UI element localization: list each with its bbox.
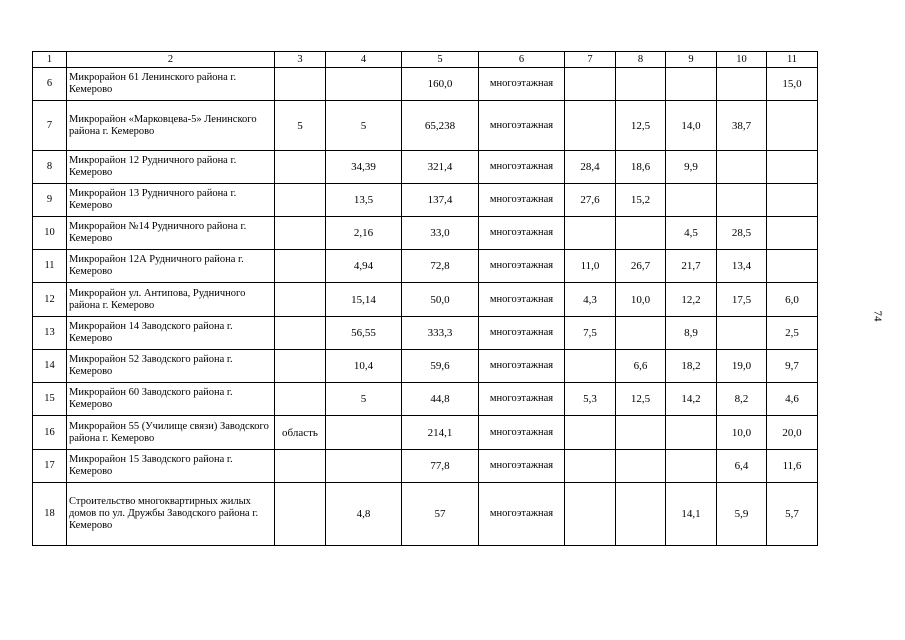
row-name-cell: Микрорайон 52 Заводского района г. Кемерово <box>67 350 275 383</box>
value-cell: 8,2 <box>717 383 767 416</box>
value-cell: область <box>275 416 326 450</box>
value-cell: 333,3 <box>402 317 479 350</box>
value-cell <box>275 283 326 317</box>
table-row <box>33 101 818 151</box>
value-cell <box>666 450 717 483</box>
row-name-cell: Микрорайон 60 Заводского района г. Кемерово <box>67 383 275 416</box>
value-cell: 19,0 <box>717 350 767 383</box>
value-cell: 15,2 <box>616 184 666 217</box>
table-row <box>33 450 818 483</box>
building-type-cell: многоэтажная <box>479 151 565 184</box>
table-row <box>33 350 818 383</box>
header-cell: 8 <box>616 52 666 68</box>
header-cell: 4 <box>326 52 402 68</box>
row-name-cell: Микрорайон 12А Рудничного района г. Кемерово <box>67 250 275 283</box>
value-cell: 8,9 <box>666 317 717 350</box>
value-cell <box>616 483 666 546</box>
value-cell <box>717 184 767 217</box>
value-cell: 33,0 <box>402 217 479 250</box>
value-cell: 10,0 <box>616 283 666 317</box>
row-name-cell: Строительство многоквартирных жилых домов по ул. Дружбы Заводского района г. Кемерово <box>67 483 275 546</box>
table-row <box>33 483 818 546</box>
value-cell: 4,5 <box>666 217 717 250</box>
value-cell <box>275 217 326 250</box>
row-number-cell: 14 <box>33 350 67 383</box>
value-cell <box>275 317 326 350</box>
value-cell <box>275 68 326 101</box>
row-name-cell: Микрорайон 15 Заводского района г. Кемерово <box>67 450 275 483</box>
value-cell: 4,3 <box>565 283 616 317</box>
value-cell <box>275 151 326 184</box>
value-cell: 5 <box>326 383 402 416</box>
value-cell <box>275 250 326 283</box>
value-cell: 11,6 <box>767 450 818 483</box>
value-cell <box>767 184 818 217</box>
building-type-cell: многоэтажная <box>479 184 565 217</box>
value-cell <box>616 450 666 483</box>
building-type-cell: многоэтажная <box>479 416 565 450</box>
value-cell: 59,6 <box>402 350 479 383</box>
value-cell: 5,3 <box>565 383 616 416</box>
header-cell: 6 <box>479 52 565 68</box>
value-cell: 14,0 <box>666 101 717 151</box>
value-cell: 321,4 <box>402 151 479 184</box>
value-cell: 9,7 <box>767 350 818 383</box>
value-cell <box>565 450 616 483</box>
header-cell: 9 <box>666 52 717 68</box>
table-row <box>33 217 818 250</box>
header-cell: 10 <box>717 52 767 68</box>
header-row <box>33 52 818 68</box>
row-number-cell: 16 <box>33 416 67 450</box>
value-cell <box>565 68 616 101</box>
value-cell: 2,5 <box>767 317 818 350</box>
row-number-cell: 13 <box>33 317 67 350</box>
value-cell: 5,7 <box>767 483 818 546</box>
header-cell: 5 <box>402 52 479 68</box>
value-cell <box>767 101 818 151</box>
value-cell: 34,39 <box>326 151 402 184</box>
building-type-cell: многоэтажная <box>479 250 565 283</box>
value-cell: 65,238 <box>402 101 479 151</box>
value-cell <box>326 450 402 483</box>
building-type-cell: многоэтажная <box>479 450 565 483</box>
value-cell: 4,94 <box>326 250 402 283</box>
value-cell: 6,0 <box>767 283 818 317</box>
value-cell: 26,7 <box>616 250 666 283</box>
value-cell: 14,1 <box>666 483 717 546</box>
value-cell <box>275 483 326 546</box>
table-row <box>33 184 818 217</box>
value-cell: 28,4 <box>565 151 616 184</box>
value-cell: 10,0 <box>717 416 767 450</box>
value-cell: 6,6 <box>616 350 666 383</box>
value-cell <box>326 68 402 101</box>
value-cell: 7,5 <box>565 317 616 350</box>
value-cell: 13,4 <box>717 250 767 283</box>
value-cell <box>767 250 818 283</box>
value-cell <box>616 416 666 450</box>
value-cell: 4,6 <box>767 383 818 416</box>
table-row <box>33 151 818 184</box>
row-name-cell: Микрорайон ул. Антипова, Рудничного района г. Кемерово <box>67 283 275 317</box>
row-number-cell: 18 <box>33 483 67 546</box>
value-cell: 13,5 <box>326 184 402 217</box>
value-cell: 5 <box>326 101 402 151</box>
value-cell <box>616 68 666 101</box>
row-number-cell: 6 <box>33 68 67 101</box>
value-cell <box>717 151 767 184</box>
value-cell <box>666 416 717 450</box>
row-number-cell: 8 <box>33 151 67 184</box>
table-body <box>33 52 818 546</box>
value-cell: 27,6 <box>565 184 616 217</box>
building-type-cell: многоэтажная <box>479 283 565 317</box>
value-cell: 12,5 <box>616 383 666 416</box>
row-name-cell: Микрорайон 55 (Училище связи) Заводского района г. Кемерово <box>67 416 275 450</box>
value-cell <box>717 317 767 350</box>
building-type-cell: многоэтажная <box>479 350 565 383</box>
value-cell: 214,1 <box>402 416 479 450</box>
table-row <box>33 283 818 317</box>
page-number: 74 <box>871 310 884 322</box>
value-cell <box>326 416 402 450</box>
value-cell: 2,16 <box>326 217 402 250</box>
value-cell: 14,2 <box>666 383 717 416</box>
value-cell <box>565 416 616 450</box>
value-cell <box>275 350 326 383</box>
value-cell: 57 <box>402 483 479 546</box>
value-cell <box>565 217 616 250</box>
value-cell: 15,14 <box>326 283 402 317</box>
value-cell <box>565 350 616 383</box>
value-cell <box>616 217 666 250</box>
value-cell <box>616 317 666 350</box>
row-name-cell: Микрорайон 12 Рудничного района г. Кемерово <box>67 151 275 184</box>
header-cell: 11 <box>767 52 818 68</box>
value-cell: 50,0 <box>402 283 479 317</box>
row-number-cell: 17 <box>33 450 67 483</box>
value-cell: 56,55 <box>326 317 402 350</box>
table-row <box>33 383 818 416</box>
header-cell: 2 <box>67 52 275 68</box>
row-name-cell: Микрорайон 14 Заводского района г. Кемерово <box>67 317 275 350</box>
value-cell: 11,0 <box>565 250 616 283</box>
table-row <box>33 317 818 350</box>
building-type-cell: многоэтажная <box>479 217 565 250</box>
row-number-cell: 9 <box>33 184 67 217</box>
row-number-cell: 12 <box>33 283 67 317</box>
value-cell: 44,8 <box>402 383 479 416</box>
value-cell <box>275 184 326 217</box>
building-type-cell: многоэтажная <box>479 68 565 101</box>
table-row <box>33 68 818 101</box>
value-cell: 12,5 <box>616 101 666 151</box>
building-type-cell: многоэтажная <box>479 101 565 151</box>
value-cell: 77,8 <box>402 450 479 483</box>
value-cell: 4,8 <box>326 483 402 546</box>
row-name-cell: Микрорайон №14 Рудничного района г. Кемерово <box>67 217 275 250</box>
value-cell: 18,6 <box>616 151 666 184</box>
value-cell: 72,8 <box>402 250 479 283</box>
value-cell: 6,4 <box>717 450 767 483</box>
row-name-cell: Микрорайон «Марковцева-5» Ленинского района г. Кемерово <box>67 101 275 151</box>
value-cell: 9,9 <box>666 151 717 184</box>
value-cell <box>767 151 818 184</box>
value-cell <box>767 217 818 250</box>
value-cell: 160,0 <box>402 68 479 101</box>
value-cell <box>565 483 616 546</box>
building-type-cell: многоэтажная <box>479 383 565 416</box>
row-number-cell: 15 <box>33 383 67 416</box>
value-cell: 17,5 <box>717 283 767 317</box>
value-cell: 10,4 <box>326 350 402 383</box>
value-cell: 15,0 <box>767 68 818 101</box>
value-cell: 5 <box>275 101 326 151</box>
building-type-cell: многоэтажная <box>479 317 565 350</box>
building-type-cell: многоэтажная <box>479 483 565 546</box>
row-name-cell: Микрорайон 61 Ленинского района г. Кемерово <box>67 68 275 101</box>
value-cell <box>275 383 326 416</box>
value-cell: 18,2 <box>666 350 717 383</box>
value-cell: 38,7 <box>717 101 767 151</box>
value-cell: 137,4 <box>402 184 479 217</box>
value-cell: 5,9 <box>717 483 767 546</box>
row-name-cell: Микрорайон 13 Рудничного района г. Кемерово <box>67 184 275 217</box>
row-number-cell: 7 <box>33 101 67 151</box>
value-cell: 20,0 <box>767 416 818 450</box>
value-cell: 21,7 <box>666 250 717 283</box>
table-row <box>33 416 818 450</box>
value-cell: 12,2 <box>666 283 717 317</box>
value-cell <box>666 184 717 217</box>
value-cell <box>565 101 616 151</box>
header-cell: 1 <box>33 52 67 68</box>
row-number-cell: 10 <box>33 217 67 250</box>
value-cell <box>666 68 717 101</box>
row-number-cell: 11 <box>33 250 67 283</box>
data-table <box>32 51 818 546</box>
header-cell: 3 <box>275 52 326 68</box>
value-cell <box>275 450 326 483</box>
value-cell <box>717 68 767 101</box>
header-cell: 7 <box>565 52 616 68</box>
value-cell: 28,5 <box>717 217 767 250</box>
table-row <box>33 250 818 283</box>
